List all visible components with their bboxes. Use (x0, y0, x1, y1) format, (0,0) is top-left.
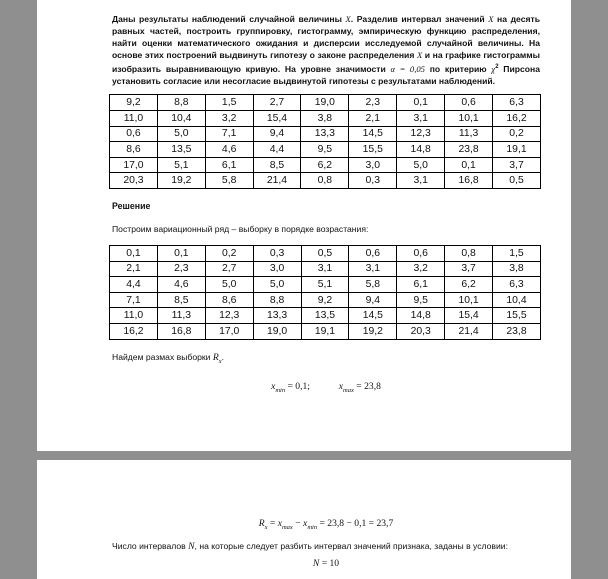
table-cell: 13,3 (253, 308, 301, 324)
table-cell: 3,1 (397, 173, 445, 189)
table-cell: 3,8 (301, 111, 349, 127)
chi-exponent: 2 (495, 64, 499, 71)
table-cell: 23,8 (493, 323, 541, 339)
significance-level: α = 0,05 (390, 64, 425, 75)
xmin-value: = 0,1; (287, 381, 310, 393)
task-text: . Разделив интервал значений (350, 14, 489, 24)
sorted-table (109, 245, 541, 340)
intervals-description: , на которые следует разбить интервал значений признака, заданы в условии: (194, 540, 508, 551)
range-lhs: R (258, 518, 265, 529)
table-cell: 12,3 (205, 308, 253, 324)
table-cell: 15,4 (445, 308, 493, 324)
table-cell: 10,1 (445, 111, 493, 127)
table-cell: 21,4 (445, 323, 493, 339)
intervals-text (112, 540, 540, 553)
xmin-subscript: min (275, 387, 286, 395)
table-cell: 16,2 (493, 111, 541, 127)
table-cell: 9,5 (397, 292, 445, 308)
table-cell: 12,3 (397, 126, 445, 142)
table-row (110, 157, 541, 173)
variable-x: X (488, 14, 494, 24)
range-lhs-subscript: x (264, 523, 268, 531)
observations-table (109, 94, 541, 189)
table-cell: 5,0 (157, 126, 205, 142)
table-cell: 19,0 (253, 323, 301, 339)
table-cell: 3,2 (205, 111, 253, 127)
table-cell: 1,5 (493, 245, 541, 261)
table-cell: 2,3 (157, 261, 205, 277)
table-row (110, 261, 541, 277)
table-row (110, 308, 541, 324)
table-cell: 0,6 (110, 126, 158, 142)
xmax-subscript: max (343, 387, 354, 395)
table-cell: 10,4 (157, 111, 205, 127)
table-cell: 0,6 (445, 95, 493, 111)
range-formula (112, 518, 540, 531)
range-text: Найдем размах выборки $R_x$. (112, 351, 224, 365)
n-equation (112, 558, 540, 569)
xmax-variable: x (277, 518, 282, 529)
table-cell: 21,4 (253, 173, 301, 189)
table-cell: 14,5 (349, 308, 397, 324)
xmax-value: = 23,8 (356, 381, 381, 393)
table-cell: 19,2 (157, 173, 205, 189)
table-cell: 4,6 (157, 277, 205, 293)
table-cell: 0,1 (397, 95, 445, 111)
table-cell: 5,0 (397, 157, 445, 173)
table-cell: 11,0 (110, 308, 158, 324)
table-cell: 2,3 (349, 95, 397, 111)
table-cell: 6,1 (205, 157, 253, 173)
table-cell: 0,5 (493, 173, 541, 189)
table-cell: 7,1 (110, 292, 158, 308)
table-row (110, 277, 541, 293)
task-statement (112, 13, 540, 87)
table-cell: 6,2 (445, 277, 493, 293)
xmin-variable: x (271, 381, 276, 393)
table-cell: 4,4 (253, 142, 301, 158)
task-text: Пирсона установить согласие или несогласие выдвинутой гипотезы с результатами наблюдений. (112, 64, 541, 87)
table-cell: 14,8 (397, 142, 445, 158)
table-cell: 17,0 (110, 157, 158, 173)
table-cell: 10,1 (445, 292, 493, 308)
table-cell: 0,1 (445, 157, 493, 173)
min-max-formula (112, 381, 540, 394)
table-cell: 6,1 (397, 277, 445, 293)
table-cell: 10,4 (493, 292, 541, 308)
table-cell: 20,3 (397, 323, 445, 339)
range-result: = 23,8 − 0,1 = 23,7 (317, 518, 394, 529)
table-cell: 16,8 (445, 173, 493, 189)
table-row (110, 126, 541, 142)
table-cell: 6,3 (493, 95, 541, 111)
table-cell: 0,3 (349, 173, 397, 189)
minus-sign: − (292, 518, 304, 529)
document-page-1 (37, 0, 571, 451)
table-row (110, 111, 541, 127)
table-cell: 2,1 (349, 111, 397, 127)
table-cell: 0,3 (253, 245, 301, 261)
table-cell: 15,4 (253, 111, 301, 127)
xmin-variable: x (303, 518, 308, 529)
range-variable: R (212, 351, 219, 363)
solution-heading: Решение (112, 200, 151, 211)
xmax-subscript: max (281, 523, 293, 531)
n-variable: N (312, 557, 320, 569)
task-text: на десять равных частей, построить группировку, гистограмму, эмпирическую функцию распределения, найти оценки математического ожидания и дисперсии исследуемой случайной величины. На основе этих построений выдвинуть гипотезу о законе распределения (112, 14, 540, 61)
table-cell: 3,1 (301, 261, 349, 277)
table-cell: 20,3 (110, 173, 158, 189)
table-cell: 9,2 (301, 292, 349, 308)
table-cell: 0,1 (157, 245, 205, 261)
table-row (110, 292, 541, 308)
task-text: и на графике гистограммы изобразить выравнивающую кривую. На уровне значимости (112, 50, 540, 75)
task-text: по критерию (424, 64, 492, 75)
table-cell: 15,5 (349, 142, 397, 158)
table-cell: 0,2 (493, 126, 541, 142)
table-cell: 2,7 (253, 95, 301, 111)
table-cell: 3,8 (493, 261, 541, 277)
table-cell: 8,5 (157, 292, 205, 308)
table-row (110, 173, 541, 189)
table-cell: 1,5 (205, 95, 253, 111)
table-cell: 4,4 (110, 277, 158, 293)
variation-intro: Построим вариационный ряд – выборку в порядке возрастания: (112, 223, 369, 234)
table-cell: 3,7 (493, 157, 541, 173)
variable-x: X (345, 14, 351, 24)
table-cell: 13,3 (301, 126, 349, 142)
table-cell: 15,5 (493, 308, 541, 324)
table-cell: 6,2 (301, 157, 349, 173)
table-cell: 3,2 (397, 261, 445, 277)
table-cell: 8,5 (253, 157, 301, 173)
table-cell: 0,8 (301, 173, 349, 189)
table-cell: 5,8 (349, 277, 397, 293)
table-cell: 8,6 (205, 292, 253, 308)
range-label: Найдем размах выборки (112, 351, 213, 362)
table-cell: 3,0 (253, 261, 301, 277)
table-cell: 9,2 (110, 95, 158, 111)
table-cell: 0,2 (205, 245, 253, 261)
table-row (110, 323, 541, 339)
table-cell: 19,2 (349, 323, 397, 339)
table-cell: 14,5 (349, 126, 397, 142)
n-value: = 10 (319, 557, 340, 569)
equals-sign: = (267, 518, 278, 529)
table-cell: 0,6 (349, 245, 397, 261)
variable-x: X (416, 50, 423, 61)
table-cell: 7,1 (205, 126, 253, 142)
table-cell: 13,5 (301, 308, 349, 324)
table-cell: 4,6 (205, 142, 253, 158)
table-cell: 6,3 (493, 277, 541, 293)
table-cell: 8,8 (157, 95, 205, 111)
task-text: Даны результаты наблюдений случайной величины (112, 14, 346, 24)
table-cell: 17,0 (205, 323, 253, 339)
xmin-subscript: min (307, 523, 318, 531)
table-cell: 11,3 (445, 126, 493, 142)
table-cell: 3,1 (397, 111, 445, 127)
table-cell: 8,6 (110, 142, 158, 158)
chi-symbol: χ (491, 64, 496, 75)
table-cell: 2,1 (110, 261, 158, 277)
table-cell: 5,8 (205, 173, 253, 189)
table-cell: 9,4 (349, 292, 397, 308)
range-subscript: x (218, 357, 222, 365)
table-cell: 5,0 (253, 277, 301, 293)
table-cell: 2,7 (205, 261, 253, 277)
table-cell: 16,2 (110, 323, 158, 339)
table-cell: 19,0 (301, 95, 349, 111)
table-cell: 3,7 (445, 261, 493, 277)
table-cell: 3,1 (349, 261, 397, 277)
table-row (110, 245, 541, 261)
table-cell: 0,5 (301, 245, 349, 261)
table-row (110, 142, 541, 158)
table-cell: 5,1 (157, 157, 205, 173)
table-cell: 13,5 (157, 142, 205, 158)
table-cell: 11,3 (157, 308, 205, 324)
table-cell: 0,1 (110, 245, 158, 261)
intervals-label: Число интервалов (112, 540, 189, 551)
table-cell: 14,8 (397, 308, 445, 324)
table-row (110, 95, 541, 111)
intervals-variable: N (188, 540, 195, 552)
table-cell: 3,0 (349, 157, 397, 173)
table-cell: 19,1 (493, 142, 541, 158)
table-cell: 23,8 (445, 142, 493, 158)
table-cell: 5,1 (301, 277, 349, 293)
table-cell: 5,0 (205, 277, 253, 293)
table-cell: 19,1 (301, 323, 349, 339)
table-cell: 11,0 (110, 111, 158, 127)
document-page-2 (37, 460, 571, 579)
table-cell: 0,6 (397, 245, 445, 261)
table-cell: 16,8 (157, 323, 205, 339)
table-cell: 9,4 (253, 126, 301, 142)
xmax-variable: x (338, 381, 344, 393)
table-cell: 9,5 (301, 142, 349, 158)
table-cell: 0,8 (445, 245, 493, 261)
table-cell: 8,8 (253, 292, 301, 308)
